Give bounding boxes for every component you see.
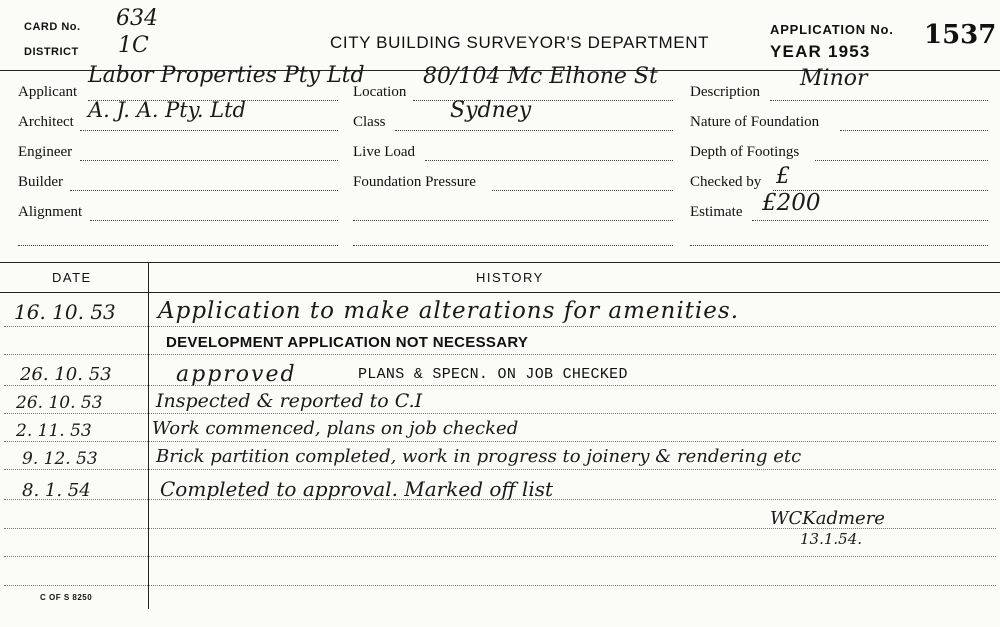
description-value: Minor bbox=[800, 66, 868, 91]
date-column-divider bbox=[148, 263, 149, 609]
nature-of-foundation-label: Nature of Foundation bbox=[690, 114, 820, 130]
applicant-label: Applicant bbox=[18, 84, 78, 100]
foundation-pressure-label: Foundation Pressure bbox=[353, 174, 476, 190]
history-date: 2. 11. 53 bbox=[16, 421, 92, 441]
alignment-label: Alignment bbox=[18, 204, 83, 220]
history-column-header: HISTORY bbox=[476, 270, 544, 285]
signature-date: 13.1.54. bbox=[800, 530, 863, 548]
signature: WCKadmere bbox=[770, 508, 885, 529]
depth-of-footings-label: Depth of Footings bbox=[690, 144, 800, 160]
card-no-value: 634 bbox=[116, 6, 158, 31]
plans-checked-stamp: PLANS & SPECN. ON JOB CHECKED bbox=[358, 366, 628, 383]
history-date: 8. 1. 54 bbox=[22, 480, 91, 501]
checked-by-label: Checked by bbox=[690, 174, 762, 190]
checked-by-value: £ bbox=[776, 164, 790, 189]
live-load-label: Live Load bbox=[353, 144, 416, 160]
card-no-label: CARD No. bbox=[24, 21, 81, 33]
history-entry: Brick partition completed, work in progress to joinery & rendering etc bbox=[156, 446, 802, 467]
class-value: Sydney bbox=[450, 98, 532, 123]
date-column-header: DATE bbox=[52, 270, 92, 285]
history-entry: Work commenced, plans on job checked bbox=[152, 418, 519, 439]
history-entry: approved bbox=[176, 362, 297, 387]
architect-label: Architect bbox=[18, 114, 74, 130]
history-top-border bbox=[0, 262, 1000, 263]
district-label: DISTRICT bbox=[24, 46, 79, 58]
history-date: 26. 10. 53 bbox=[20, 364, 112, 385]
history-entry: Completed to approval. Marked off list bbox=[160, 477, 554, 501]
history-date: 26. 10. 53 bbox=[16, 393, 103, 413]
description-label: Description bbox=[690, 84, 760, 100]
history-date: 16. 10. 53 bbox=[14, 300, 116, 324]
builder-label: Builder bbox=[18, 174, 63, 190]
year-label: YEAR 1953 bbox=[770, 42, 871, 61]
history-entry: Inspected & reported to C.I bbox=[156, 390, 423, 412]
history-header-divider bbox=[0, 292, 1000, 293]
location-value: 80/104 Mc Elhone St bbox=[423, 64, 658, 89]
department-title: CITY BUILDING SURVEYOR'S DEPARTMENT bbox=[330, 33, 710, 52]
history-date: 9. 12. 53 bbox=[22, 449, 98, 469]
architect-value: A. J. A. Pty. Ltd bbox=[88, 98, 246, 122]
application-no-label: APPLICATION No. bbox=[770, 22, 894, 37]
district-value: 1C bbox=[118, 33, 149, 58]
location-label: Location bbox=[353, 84, 407, 100]
history-typed-entry: DEVELOPMENT APPLICATION NOT NECESSARY bbox=[166, 334, 529, 351]
engineer-label: Engineer bbox=[18, 144, 73, 160]
application-no-value: 1537 bbox=[924, 20, 997, 50]
form-code: C OF S 8250 bbox=[40, 593, 93, 602]
estimate-value: £200 bbox=[762, 190, 821, 216]
applicant-value: Labor Properties Pty Ltd bbox=[88, 63, 365, 88]
estimate-label: Estimate bbox=[690, 204, 743, 220]
history-entry: Application to make alterations for amenities. bbox=[158, 298, 740, 324]
class-label: Class bbox=[353, 114, 386, 130]
